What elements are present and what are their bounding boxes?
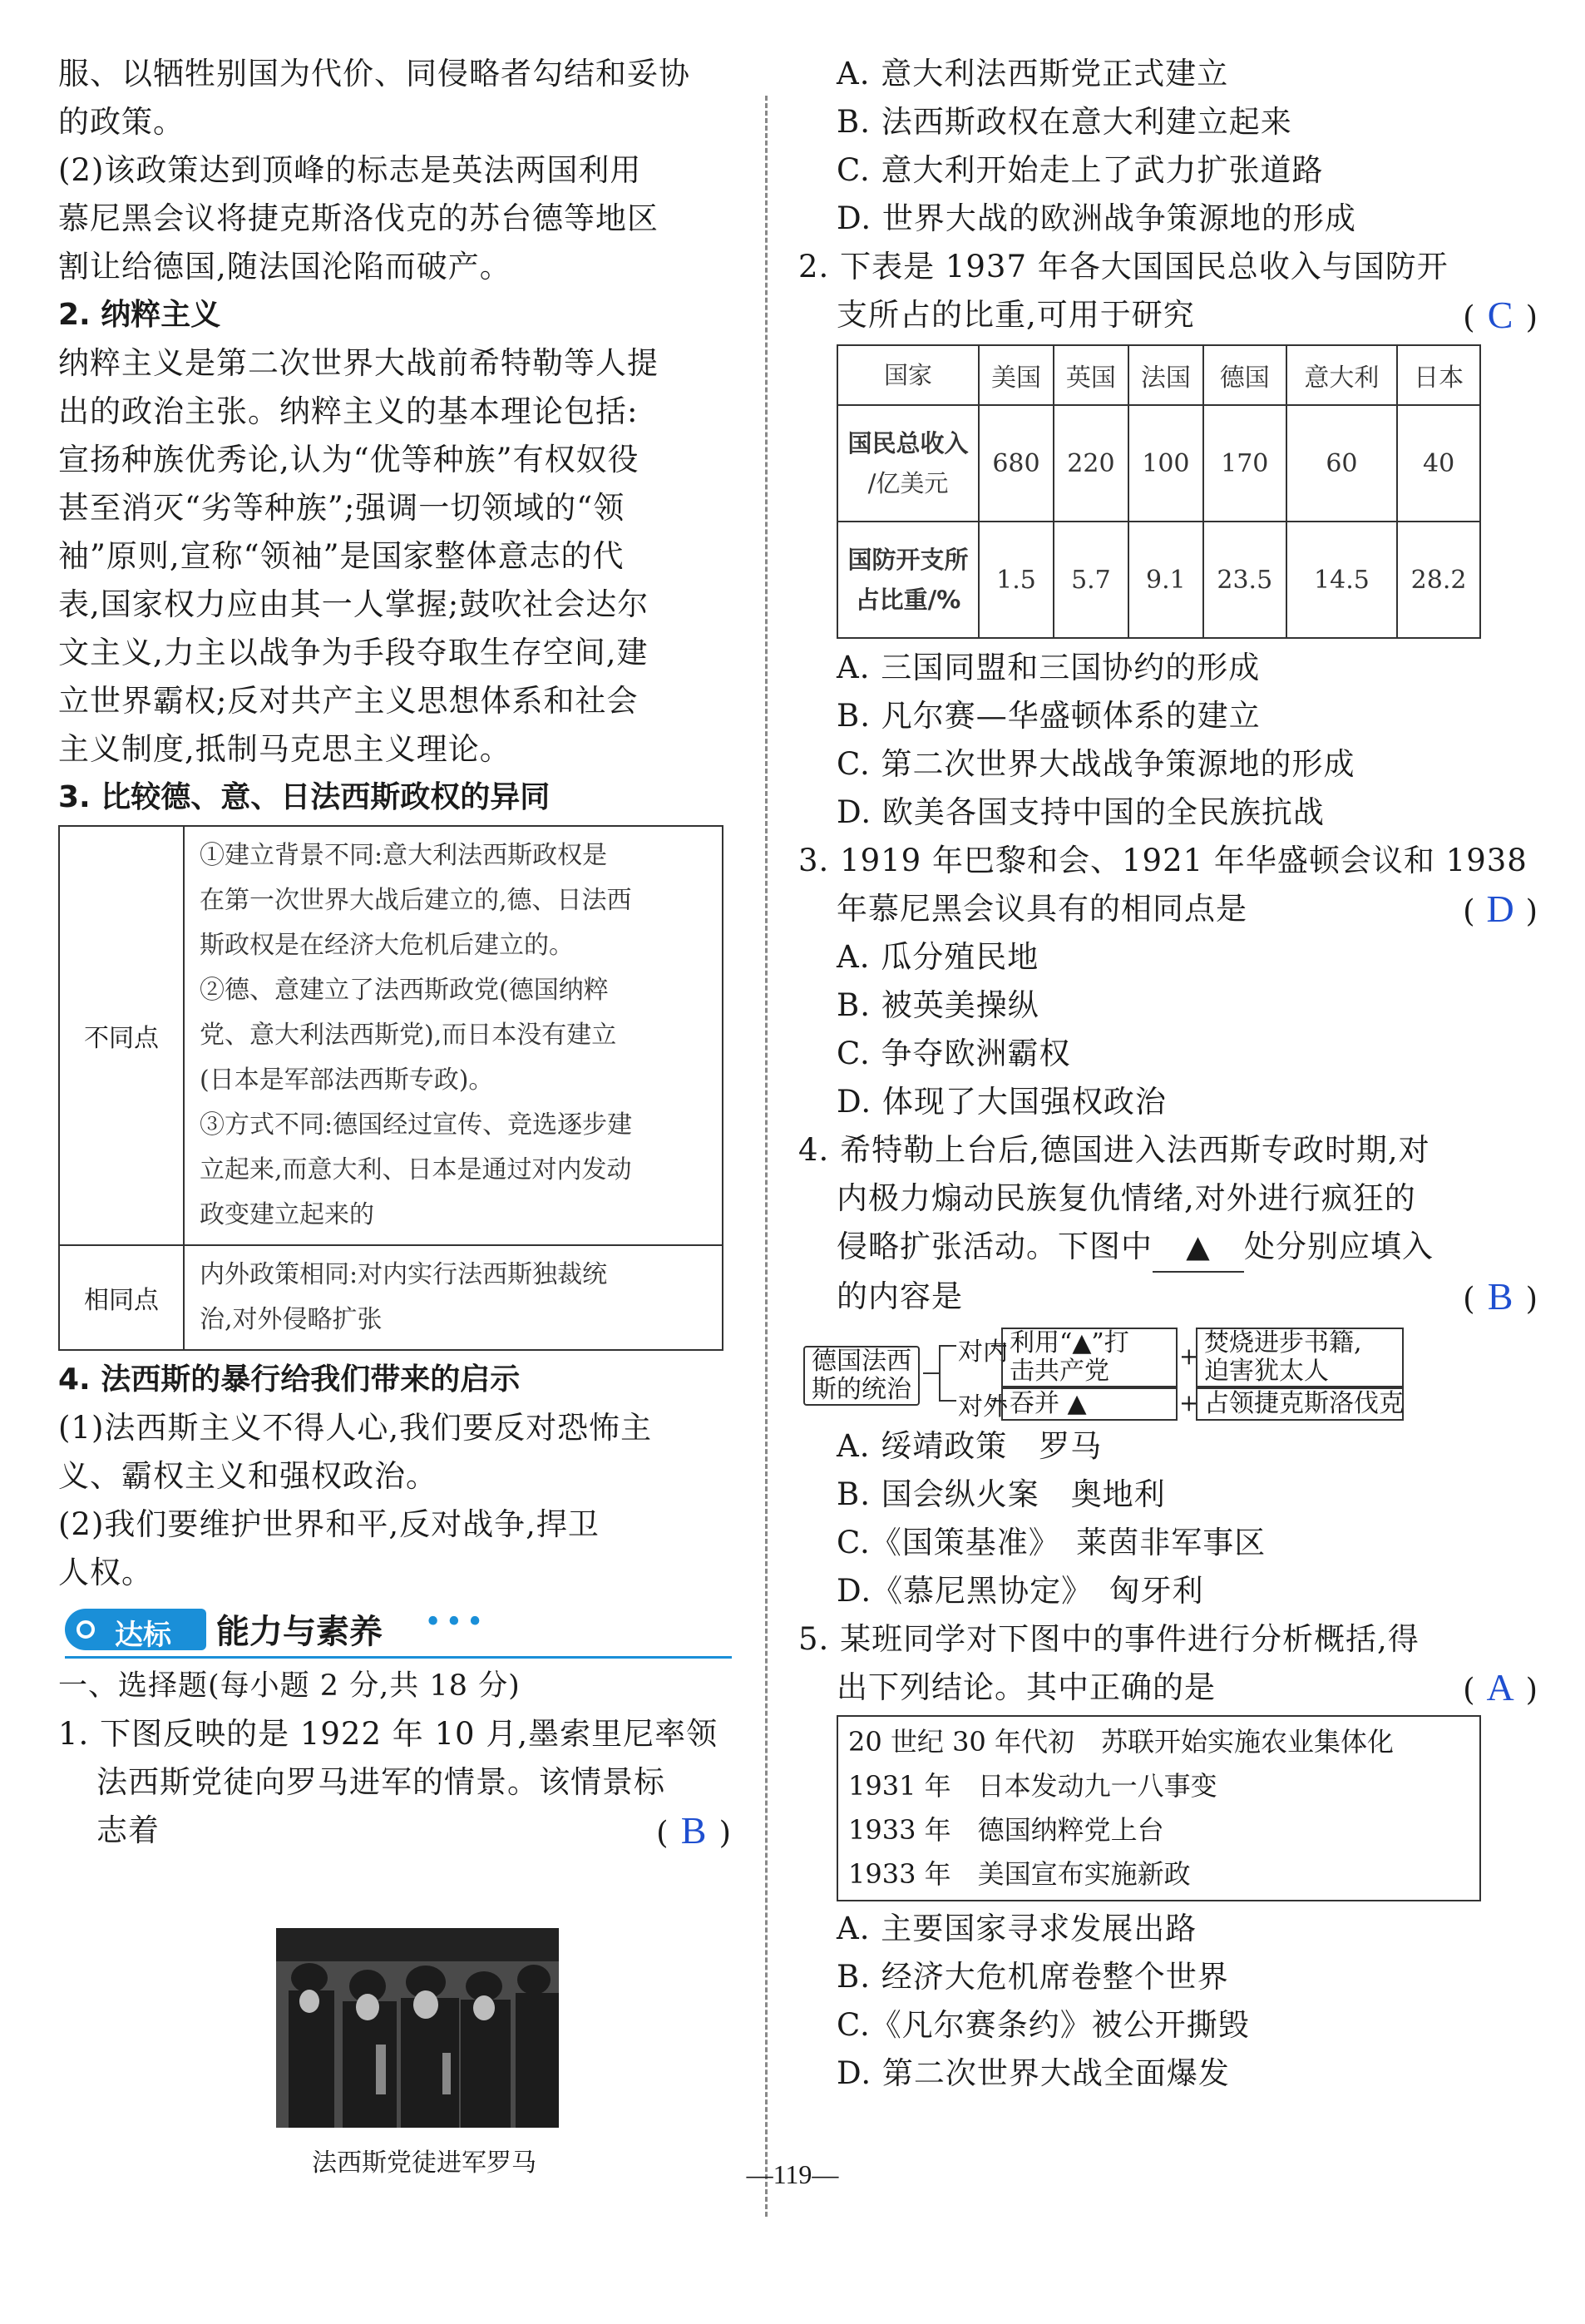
banner-dot-icon: [77, 1620, 95, 1639]
diff-line: ③方式不同:德国经过宣传、竞选逐步建: [200, 1110, 633, 1140]
gdp-row-label-text: 国民总收入: [847, 429, 969, 457]
q2-option: C. 第二次世界大战战争策源地的形成: [837, 746, 1355, 782]
flow-plus: +: [1179, 1389, 1199, 1417]
photo-caption: 法西斯党徒进军罗马: [312, 2148, 536, 2178]
flow-inner-label: 对内: [958, 1338, 1008, 1367]
q5-option: C.《凡尔赛条约》被公开撕毁: [837, 2007, 1250, 2043]
gdp-header-cell: 意大利: [1286, 345, 1397, 405]
nazi-line: 出的政治主张。纳粹主义的基本理论包括:: [58, 393, 639, 429]
q4-text: 的内容是: [837, 1278, 963, 1314]
section-banner: [58, 1604, 732, 1662]
flow-root-line: 德国法西: [812, 1347, 911, 1376]
flow-diagram: [798, 1328, 1538, 1422]
flow-box-outer-2: 占领捷克斯洛伐克: [1196, 1387, 1404, 1421]
gdp-table: [837, 344, 1481, 639]
lesson-line: (2)我们要维护世界和平,反对战争,捍卫: [58, 1506, 600, 1542]
gdp-header-cell: 英国: [1054, 345, 1128, 405]
q4-option: D.《慕尼黑协定》 匈牙利: [837, 1573, 1204, 1609]
banner-dots: •••: [424, 1605, 487, 1639]
gdp-row-label: [837, 405, 979, 522]
intro-line: 的政策。: [58, 104, 185, 140]
q5-answer: ( A ): [1463, 1664, 1538, 1714]
right-column: [798, 50, 1538, 2098]
q3-option: A. 瓜分殖民地: [837, 939, 1039, 975]
diff-label: 不同点: [59, 826, 184, 1245]
q3-line: 3. 1919 年巴黎和会、1921 年华盛顿会议和 1938: [798, 843, 1528, 878]
intro-line: (2)该政策达到顶峰的标志是英法两国利用: [58, 152, 642, 188]
q4-line: [798, 1273, 1538, 1321]
flow-root: [803, 1346, 920, 1406]
flow-box-outer-1: 吞并 ▲: [1001, 1387, 1178, 1421]
same-line: 内外政策相同:对内实行法西斯独裁统: [200, 1260, 608, 1289]
q3-option: B. 被英美操纵: [837, 987, 1039, 1023]
q4-text: 侵略扩张活动。下图中: [837, 1229, 1153, 1264]
left-column: [58, 50, 732, 2178]
q4-option: A. 绥靖政策 罗马: [837, 1428, 1103, 1464]
diff-line: 斯政权是在经济大危机后建立的。: [200, 931, 574, 960]
flow-box-line: 焚烧进步书籍,: [1204, 1328, 1362, 1357]
gdp-cell: 5.7: [1054, 522, 1128, 638]
q1-line: 1. 下图反映的是 1922 年 10 月,墨索里尼率领: [58, 1716, 718, 1752]
gdp-header-cell: 法国: [1128, 345, 1203, 405]
q4-line: [798, 1223, 1538, 1273]
heading-lesson: 4. 法西斯的暴行给我们带来的启示: [58, 1362, 521, 1397]
photo-image: [276, 1928, 559, 2128]
gdp-row-label: [837, 522, 979, 638]
heading-compare: 3. 比较德、意、日法西斯政权的异同: [58, 780, 551, 814]
q4-option: C.《国策基准》 莱茵非军事区: [837, 1525, 1267, 1560]
banner-title: 能力与素养: [216, 1613, 383, 1651]
gdp-cell: 9.1: [1128, 522, 1203, 638]
lesson-line: 人权。: [58, 1555, 153, 1590]
gdp-cell: 1.5: [979, 522, 1054, 638]
gdp-row-unit: 占比重/%: [855, 586, 961, 614]
gdp-header-cell: 国家: [837, 345, 979, 405]
q5-option: A. 主要国家寻求发展出路: [837, 1911, 1197, 1946]
q5-option: B. 经济大危机席卷整个世界: [837, 1959, 1229, 1995]
q1-option: C. 意大利开始走上了武力扩张道路: [837, 152, 1324, 188]
q3-option: C. 争夺欧洲霸权: [837, 1036, 1071, 1071]
gdp-cell: 40: [1397, 405, 1480, 522]
q3-answer: ( D ): [1463, 885, 1538, 936]
diff-cell: [184, 826, 723, 1245]
event-row: 1931 年 日本发动九一八事变: [848, 1770, 1217, 1802]
diff-line: 立起来,而意大利、日本是通过对内发动: [200, 1155, 632, 1184]
gdp-cell: 680: [979, 405, 1054, 522]
same-cell: [184, 1245, 723, 1350]
gdp-row-unit: /亿美元: [867, 469, 949, 497]
nazi-line: 纳粹主义是第二次世界大战前希特勒等人提: [58, 345, 659, 381]
q5-line: 5. 某班同学对下图中的事件进行分析概括,得: [798, 1621, 1420, 1657]
flow-box-inner-1: [1001, 1328, 1178, 1387]
gdp-cell: 220: [1054, 405, 1128, 522]
q2-option: D. 欧美各国支持中国的全民族抗战: [837, 794, 1325, 830]
q1-line: [58, 1807, 732, 1855]
column-divider: [765, 96, 768, 2217]
q2-line: 2. 下表是 1937 年各大国国民总收入与国防开: [798, 249, 1449, 284]
q4-option: B. 国会纵火案 奥地利: [837, 1476, 1166, 1512]
gdp-cell: 60: [1286, 405, 1397, 522]
nazi-line: 甚至消灭“劣等种族”;强调一切领域的“领: [58, 490, 625, 526]
gdp-row-label-text: 国防开支所: [847, 546, 969, 574]
q2-answer-value: C: [1487, 294, 1514, 336]
diff-line: ②德、意建立了法西斯政党(德国纳粹: [200, 976, 609, 1005]
lesson-line: 义、霸权主义和强权政治。: [58, 1458, 437, 1494]
nazi-line: 文主义,力主以战争为手段夺取生存空间,建: [58, 635, 649, 670]
gdp-cell: 23.5: [1203, 522, 1286, 638]
q4-blank: ▲: [1153, 1223, 1244, 1273]
event-row: 1933 年 美国宣布实施新政: [848, 1858, 1191, 1890]
flow-box-line: 迫害犹太人: [1204, 1357, 1329, 1386]
flow-box-inner-2: [1196, 1328, 1404, 1387]
events-box: [837, 1715, 1481, 1901]
nazi-line: 宣扬种族优秀论,认为“优等种族”有权奴役: [58, 442, 639, 477]
intro-line: 服、以牺牲别国为代价、同侵略者勾结和妥协: [58, 56, 690, 91]
flow-box-line: 击共产党: [1010, 1357, 1109, 1386]
gdp-header-cell: 日本: [1397, 345, 1480, 405]
q4-answer: ( B ): [1463, 1273, 1538, 1323]
lesson-line: (1)法西斯主义不得人心,我们要反对恐怖主: [58, 1410, 653, 1446]
heading-nazism: 2. 纳粹主义: [58, 298, 221, 332]
page-number: —119—: [746, 2159, 839, 2189]
gdp-cell: 100: [1128, 405, 1203, 522]
q3-answer-value: D: [1486, 888, 1515, 930]
event-row: 1933 年 德国纳粹党上台: [848, 1814, 1164, 1846]
q2-text: 支所占的比重,可用于研究: [837, 297, 1195, 333]
q1-option: B. 法西斯政权在意大利建立起来: [837, 104, 1292, 140]
compare-table: [58, 825, 723, 1351]
event-row: 20 世纪 30 年代初 苏联开始实施农业集体化: [848, 1726, 1394, 1758]
q3-option: D. 体现了大国强权政治: [837, 1084, 1167, 1120]
diff-line: 政变建立起来的: [200, 1200, 374, 1229]
flow-plus: +: [1179, 1342, 1199, 1370]
diff-line: (日本是军部法西斯专政)。: [200, 1066, 494, 1095]
diff-line: 在第一次世界大战后建立的,德、日法西: [200, 886, 632, 915]
q4-line: 内极力煽动民族复仇情绪,对外进行疯狂的: [837, 1180, 1416, 1216]
banner-underline: [65, 1656, 732, 1659]
q5-text: 出下列结论。其中正确的是: [837, 1669, 1216, 1705]
same-line: 治,对外侵略扩张: [200, 1305, 383, 1334]
section-title: 一、选择题(每小题 2 分,共 18 分): [58, 1669, 521, 1703]
same-label: 相同点: [59, 1245, 184, 1350]
nazi-line: 袖”原则,宣称“领袖”是国家整体意志的代: [58, 538, 625, 574]
gdp-cell: 14.5: [1286, 522, 1397, 638]
page: [58, 50, 1538, 2304]
flow-box-line: 利用“▲”打: [1010, 1328, 1129, 1357]
diff-line: 党、意大利法西斯党),而日本没有建立: [200, 1021, 617, 1050]
q5-answer-value: A: [1486, 1666, 1515, 1708]
q1-option: A. 意大利法西斯党正式建立: [837, 56, 1229, 91]
q1-option: D. 世界大战的欧洲战争策源地的形成: [837, 200, 1356, 236]
flow-root-line: 斯的统治: [812, 1375, 911, 1404]
q3-text: 年慕尼黑会议具有的相同点是: [837, 891, 1247, 927]
q2-option: B. 凡尔赛—华盛顿体系的建立: [837, 698, 1261, 734]
q2-line: [798, 291, 1538, 339]
gdp-cell: 28.2: [1397, 522, 1480, 638]
banner-tag-label: 达标: [115, 1619, 171, 1652]
q5-option: D. 第二次世界大战全面爆发: [837, 2055, 1230, 2091]
nazi-line: 表,国家权力应由其一人掌握;鼓吹社会达尔: [58, 586, 649, 622]
march-on-rome-photo: [276, 1928, 559, 2128]
q1-answer: ( B ): [656, 1807, 732, 1857]
nazi-line: 主义制度,抵制马克思主义理论。: [58, 731, 511, 767]
nazi-line: 立世界霸权;反对共产主义思想体系和社会: [58, 683, 639, 719]
q1-line: 法西斯党徒向罗马进军的情景。该情景标: [96, 1764, 665, 1800]
q2-option: A. 三国同盟和三国协约的形成: [837, 650, 1261, 685]
q5-line: [798, 1664, 1538, 1712]
q3-line: [798, 885, 1538, 933]
intro-line: 割让给德国,随法国沦陷而破产。: [58, 249, 511, 284]
q4-text: 处分别应填入: [1244, 1229, 1434, 1264]
q1-answer-value: B: [680, 1809, 708, 1852]
q4-answer-value: B: [1487, 1275, 1514, 1318]
q2-answer: ( C ): [1463, 291, 1538, 342]
intro-line: 慕尼黑会议将捷克斯洛伐克的苏台德等地区: [58, 200, 659, 236]
gdp-header-cell: 美国: [979, 345, 1054, 405]
gdp-header-cell: 德国: [1203, 345, 1286, 405]
diff-line: ①建立背景不同:意大利法西斯政权是: [200, 841, 608, 870]
q4-line: 4. 希特勒上台后,德国进入法西斯专政时期,对: [798, 1132, 1430, 1168]
gdp-cell: 170: [1203, 405, 1286, 522]
q1-text: 志着: [96, 1812, 160, 1848]
flow-outer-label: 对外: [958, 1392, 1008, 1422]
banner-tag: [65, 1609, 206, 1650]
